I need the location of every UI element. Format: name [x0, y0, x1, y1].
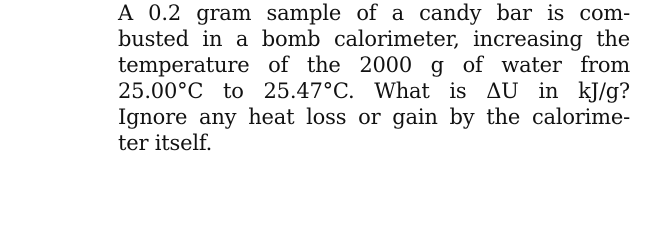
problem-line: busted in a bomb calorimeter, increasing the	[118, 27, 630, 51]
problem-line: 25.00°C to 25.47°C. What is ΔU in kJ/g?	[118, 79, 630, 103]
problem-line: A 0.2 gram sample of a candy bar is com-	[118, 1, 630, 25]
problem-text	[118, 0, 630, 156]
problem-line: ter itself.	[118, 131, 213, 155]
problem-line: temperature of the 2000 g of water from	[118, 53, 630, 77]
problem-line: Ignore any heat loss or gain by the calorime-	[118, 105, 630, 129]
